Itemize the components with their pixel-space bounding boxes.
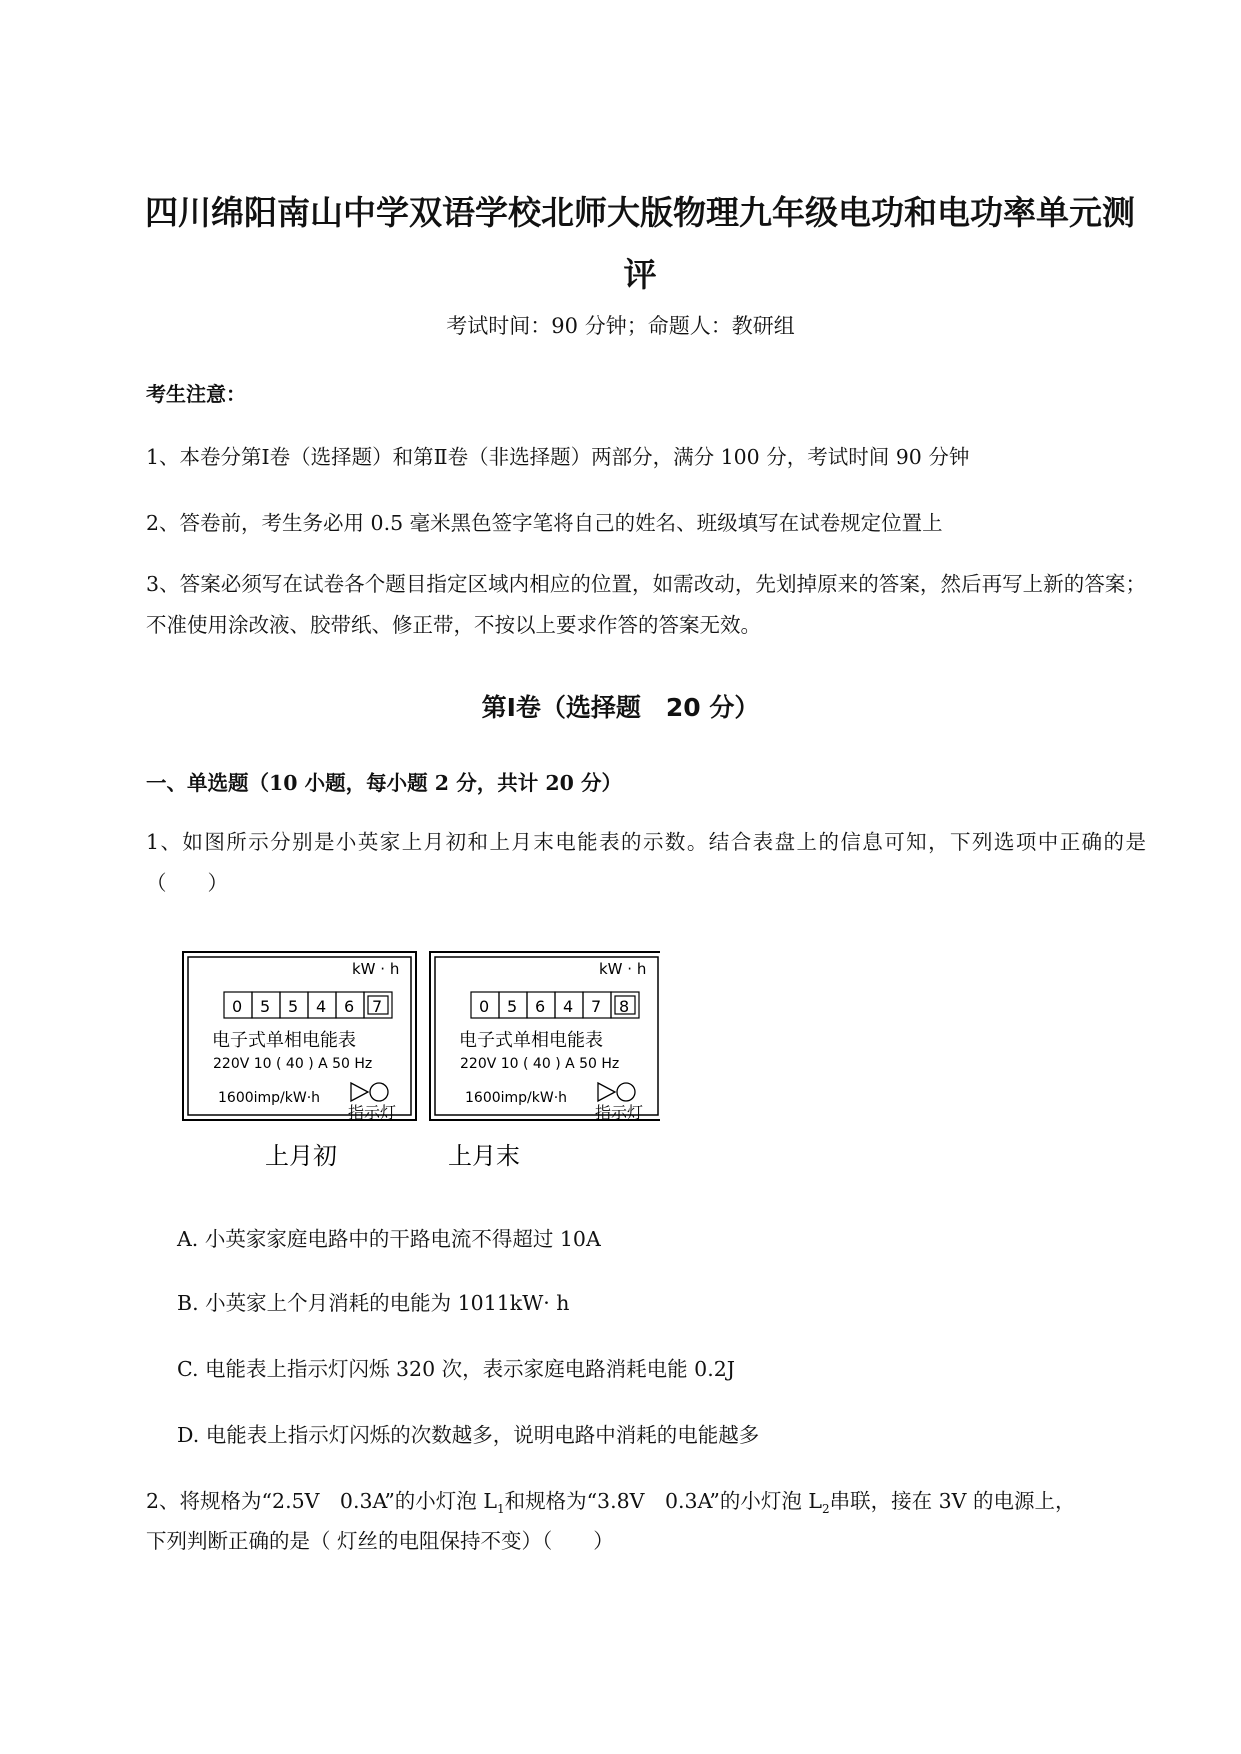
question-2-stem [146,1484,1076,1516]
meter-end-of-month [430,952,660,1170]
meter-unit: kW · h [352,960,400,978]
meter-start-of-month [183,952,416,1170]
question-2-stem-part: 2、将规格为“2.5V 0.3A”的小灯泡 L [146,1489,497,1513]
meter-digit: 4 [316,997,327,1016]
notice-item-2: 2、答卷前，考生务必用 0.5 毫米黑色签字笔将自己的姓名、班级填写在试卷规定位置上 [146,511,943,535]
question-1-option-d[interactable]: D. 电能表上指示灯闪烁的次数越多，说明电路中消耗的电能越多 [177,1423,760,1447]
meter-digit: 4 [563,997,574,1016]
electricity-meters-figure [180,950,660,1180]
question-1-stem: 1、如图所示分别是小英家上月初和上月末电能表的示数。结合表盘上的信息可知，下列选项中正确的是（ ） [146,830,1146,895]
meter-digit: 6 [344,997,355,1016]
notice-heading: 考生注意： [146,382,246,406]
section-title: 第Ⅰ卷（选择题 20 分） [481,693,760,722]
notice-item-1: 1、本卷分第Ⅰ卷（选择题）和第Ⅱ卷（非选择题）两部分，满分 100 分，考试时间 90 分钟 [146,445,970,469]
meter-caption: 上月初 [265,1142,337,1170]
meter-digits [224,992,392,1018]
meter-lamp-label: 指示灯 [348,1103,397,1122]
meter-digit: 5 [260,997,271,1016]
question-1-option-a[interactable]: A. 小英家家庭电路中的干路电流不得超过 10A [177,1227,601,1251]
question-1-option-b[interactable]: B. 小英家上个月消耗的电能为 1011kW· h [177,1291,570,1315]
question-2-stem-line-2: 下列判断正确的是（ 灯丝的电阻保持不变）（ ） [146,1529,614,1553]
indicator-light-icon [370,1083,388,1101]
meter-digits [471,992,639,1018]
triangle-icon [351,1083,368,1101]
exam-title: 四川绵阳南山中学双语学校北师大版物理九年级电功和电功率单元测评 [145,193,1135,294]
meter-unit: kW · h [599,960,647,978]
subscript: 1 [496,1502,505,1517]
question-1-option-c[interactable]: C. 电能表上指示灯闪烁 320 次，表示家庭电路消耗电能 0.2J [177,1357,735,1381]
notice-item-3: 3、答案必须写在试卷各个题目指定区域内相应的位置，如需改动，先划掉原来的答案，然后再写上新的答案；不准使用涂改液、胶带纸、修正带，不按以上要求作答的答案无效。 [146,572,1146,637]
meter-spec: 220V 10 ( 40 ) A 50 Hz [213,1056,373,1072]
indicator-light-icon [617,1083,635,1101]
meter-spec: 220V 10 ( 40 ) A 50 Hz [460,1056,620,1072]
meter-digit: 7 [372,997,383,1016]
meter-digit: 8 [619,997,630,1016]
meter-digit: 5 [507,997,518,1016]
meter-digit: 0 [479,997,490,1016]
meter-digit: 6 [535,997,546,1016]
subscript: 2 [821,1502,830,1517]
question-2-stem-part: 和规格为“3.8V 0.3A”的小灯泡 L [504,1489,822,1513]
meter-imp: 1600imp/kW·h [218,1090,321,1106]
meter-digit: 0 [232,997,243,1016]
meter-name: 电子式单相电能表 [459,1030,603,1051]
question-2-stem-part: 串联，接在 3V 的电源上， [829,1489,1076,1513]
triangle-icon [598,1083,615,1101]
question-group-heading: 一、单选题（10 小题，每小题 2 分，共计 20 分） [146,771,623,795]
exam-subtitle: 考试时间：90 分钟；命题人：教研组 [446,314,795,338]
meter-imp: 1600imp/kW·h [465,1090,568,1106]
meter-name: 电子式单相电能表 [212,1030,356,1051]
meter-lamp-label: 指示灯 [595,1103,644,1122]
meter-caption: 上月末 [448,1142,520,1170]
meter-digit: 5 [288,997,299,1016]
meter-digit: 7 [591,997,602,1016]
